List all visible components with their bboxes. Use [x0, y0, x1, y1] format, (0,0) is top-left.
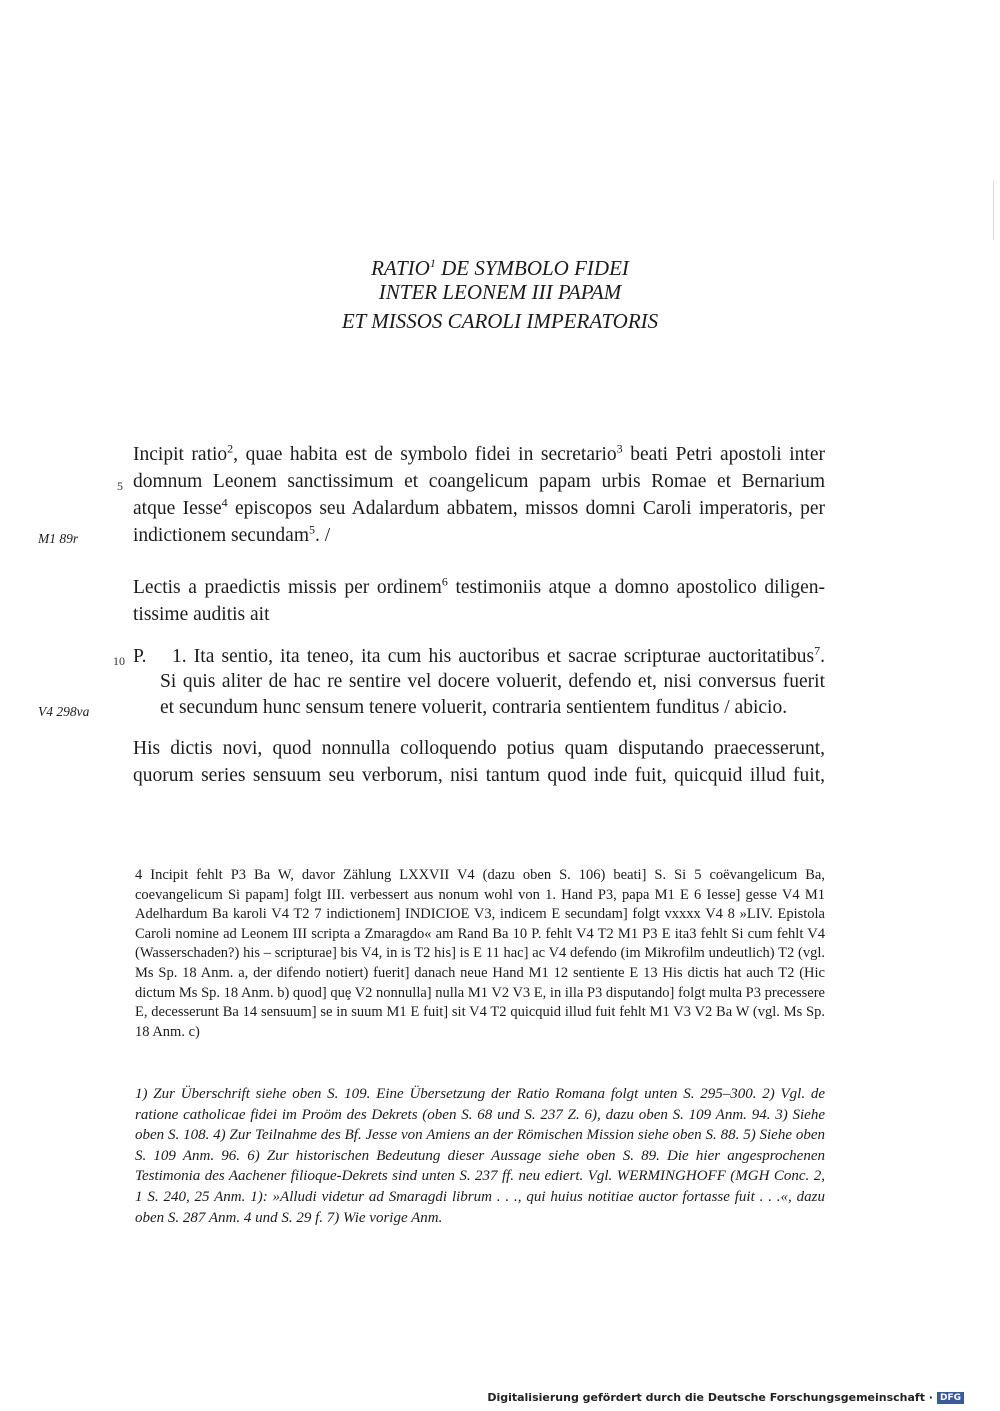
footnote-ref: 7: [814, 643, 821, 658]
credit-text: Digitalisierung gefördert durch die Deutsche Forschungsgemeinschaft ·: [487, 1391, 933, 1404]
text-line: His dictis novi, quod nonnulla colloquendo potius quam disputando praecesserunt,: [133, 738, 825, 759]
margin-folio-note: V4 298va: [38, 704, 90, 719]
footnote-ref: 5: [309, 522, 315, 537]
digitization-credit: [487, 1391, 964, 1404]
title-line-3: ET MISSOS CAROLI IMPERATORIS: [341, 309, 659, 333]
text-line: et secundum hunc sensum tenere voluerit, contraria sentientem funditus / abicio.: [160, 697, 788, 718]
text-line: indictionem secundam$^5$. /: [133, 522, 331, 546]
text-line: domnum Leonem sanctissimum et coangelicum papam urbis Romae et Bernarium: [133, 471, 825, 492]
text-line: atque Iesse$^4$ episcopos seu Adalardum abbatem, missos domni Caroli imperatoris, per: [133, 495, 825, 519]
dfg-logo: DFG: [937, 1392, 964, 1404]
footnote-ref: 1: [429, 256, 436, 270]
title-word: RATIO: [371, 256, 430, 280]
footnote-ref: 6: [441, 574, 448, 589]
speaker-label: P.: [133, 646, 147, 667]
footnote-ref: 3: [616, 441, 623, 456]
title-rest: DE SYMBOLO FIDEI: [435, 256, 629, 280]
line-number: 10: [113, 654, 125, 668]
text-line: quorum series sensuum seu verborum, nisi tantum quod inde fuit, quicquid illud fuit,: [133, 765, 825, 786]
text-line: Lectis a praedictis missis per ordinem$^6$ testimoniis atque a domno apostolico diligen-: [133, 574, 825, 598]
scan-edge-mark: [993, 180, 994, 240]
text-line: tissime auditis ait: [133, 604, 270, 625]
line-number: 5: [117, 479, 123, 493]
title-line-2: INTER LEONEM III PAPAM: [378, 280, 622, 304]
footnote-ref: 2: [227, 441, 234, 456]
text-line: 1. Ita sentio, ita teneo, ita cum his auctoribus et sacrae scripturae auctoritatibus$^7$.: [172, 643, 825, 667]
footnotes: 1) Zur Überschrift siehe oben S. 109. Eine Übersetzung der Ratio Romana folgt unten S. 295–300. 2) Vgl. de ratione catholicae fidei im Proöm des Dekrets (oben S. 68 und S. 237 Z. 6), dazu oben S. 109 Anm. 94. 3) Siehe oben S. 108. 4) Zur Teilnahme des Bf. Jesse von Amiens an der Römischen Mission siehe oben S. 88. 5) Siehe oben S. 109 Anm. 96. 6) Zur historischen Bedeutung dieser Aussage siehe oben S. 89. Die hier angesprochenen Testimonia des Aachener filioque-Dekrets sind unten S. 237 ff. neu ediert. Vgl. WERMINGHOFF (MGH Conc. 2, 1 S. 240, 25 Anm. 1): »Alludi videtur ad Smaragdi librum . . ., qui huius notitiae auctor fortasse fuit . . .«, dazu oben S. 287 Anm. 4 und S. 29 f. 7) Wie vorige Anm.: [135, 1086, 825, 1226]
margin-folio-note: M1 89r: [38, 531, 79, 546]
critical-apparatus: 4 Incipit fehlt P3 Ba W, davor Zählung LXXVII V4 (dazu oben S. 106) beati] S. Si 5 coëvangelicum Ba, coevangelicum Si papam] folgt III. verbessert aus nonum wohl von 1. Hand P3, papa M1 E 6 Iesse] gesse V4 M1 Adelhardum Ba karoli V4 T2 7 indictionem] INDICIOE V3, indicem E secundam] folgt vxxxx V4 8 »LIV. Epistola Caroli nomine ad Leonem III scripta a Zmaragdo« am Rand Ba 10 P. fehlt V4 T2 M1 P3 E ita3 fehlt Si cum fehlt V4 (Wasserschaden?) his – scripturae] bis V4, in is T2 his] is E 11 hac] ac V4 defendo (im Mikrofilm undeutlich) T2 (vgl. Ms Sp. 18 Anm. a, der difendo notiert) fuerit] danach neue Hand M1 12 sentiente E 13 His dictis hat auch T2 (Hic dictum Ms Sp. 18 Anm. b) quod] quȩ V2 nonnulla] nulla M1 V2 V3 E, in illa P3 disputando] folgt multa P3 precessere E, decesserunt Ba 14 sensuum] se in suum M1 E fuit] sit V4 T2 quicquid illud fuit fehlt M1 V3 V2 Ba W (vgl. Ms Sp. 18 Anm. c): [135, 867, 825, 1040]
footnote-ref: 4: [221, 495, 228, 510]
text-line: Si quis aliter de hac re sentire vel docere voluerit, defendo et, nisi conversus fuerit: [160, 671, 825, 692]
text-line: Incipit ratio$^2$, quae habita est de symbolo fidei in secretario$^3$ beati Petri apostoli inter: [133, 441, 825, 465]
